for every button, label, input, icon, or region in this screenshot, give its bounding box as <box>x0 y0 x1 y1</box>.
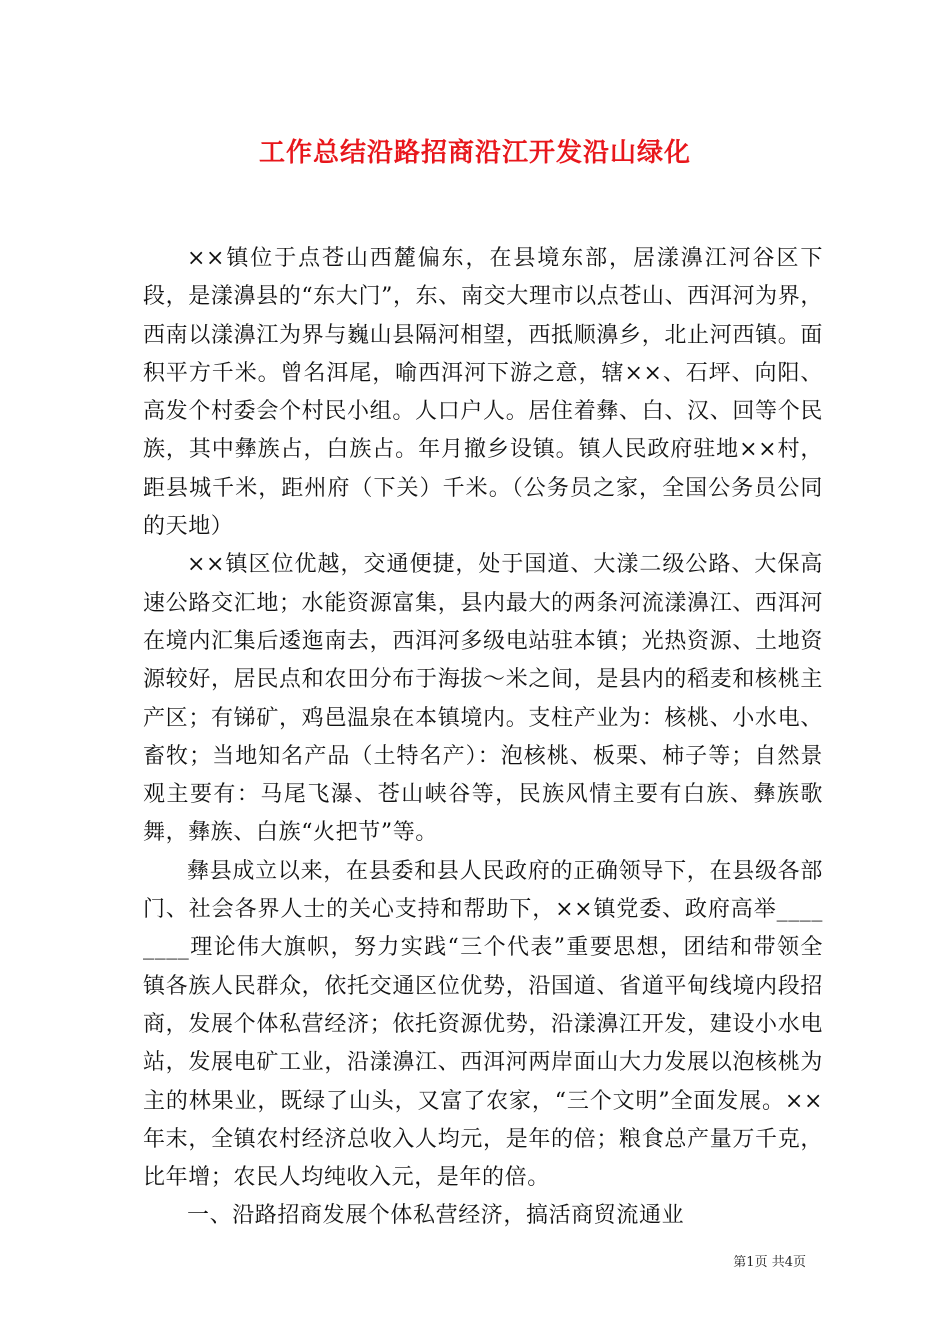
footer-prefix: 第 <box>733 1255 747 1270</box>
footer-suffix: 页 <box>792 1255 806 1270</box>
paragraph-1: ××镇位于点苍山西麓偏东，在县境东部，居漾濞江河谷区下段，是漾濞县的“东大门”，东、南交大理市以点苍山、西洱河为界，西南以漾濞江为界与巍山县隔河相望，西抵顺濞乡，北止河西镇。面积平方千米。曾名洱尾，喻西洱河下游之意，辖××、石坪、向阳、高发个村委会个村民小组。人口户人。居住着彝、白、汉、回等个民族，其中彝族占，白族占。年月撤乡设镇。镇人民政府驻地××村，距县城千米，距州府（下关）千米。（公务员之家，全国公务员公同的天地） <box>143 246 823 540</box>
footer-total-pages: 4 <box>784 1255 793 1270</box>
page-footer <box>733 1251 806 1270</box>
document-title: 工作总结沿路招商沿江开发沿山绿化 <box>258 138 691 168</box>
footer-middle: 页 共 <box>754 1255 785 1270</box>
paragraph-2: ××镇区位优越，交通便捷，处于国道、大漾二级公路、大保高速公路交汇地；水能资源富集，县内最大的两条河流漾濞江、西洱河在境内汇集后逶迤南去，西洱河多级电站驻本镇；光热资源、土地资源较好，居民点和农田分布于海拔～米之间，是县内的稻麦和核桃主产区；有锑矿，鸡邑温泉在本镇境内。支柱产业为：核桃、小水电、畜牧；当地知名产品（土特名产）：泡核桃、板栗、柿子等；自然景观主要有：马尾飞瀑、苍山峡谷等，民族风情主要有白族、彝族歌舞，彝族、白族“火把节”等。 <box>143 552 823 846</box>
section-heading: 一、沿路招商发展个体私营经济，搞活商贸流通业 <box>187 1203 685 1229</box>
paragraph-3: 彝县成立以来，在县委和县人民政府的正确领导下，在县级各部门、社会各界人士的关心支持和帮助下，××镇党委、政府高举________理论伟大旗帜，努力实践“三个代表”重要思想，团结和带领全镇各族人民群众，依托交通区位优势，沿国道、省道平甸线境内段招商，发展个体私营经济；依托资源优势，沿漾濞江开发，建设小水电站，发展电矿工业，沿漾濞江、西洱河两岸面山大力发展以泡核桃为主的林果业，既绿了山头，又富了农家，“三个文明”全面发展。××年末，全镇农村经济总收入人均元，是年的倍；粮食总产量万千克，比年增；农民人均纯收入元，是年的倍。 <box>143 858 823 1191</box>
footer-current-page: 1 <box>746 1255 755 1270</box>
document-body <box>143 240 823 1236</box>
